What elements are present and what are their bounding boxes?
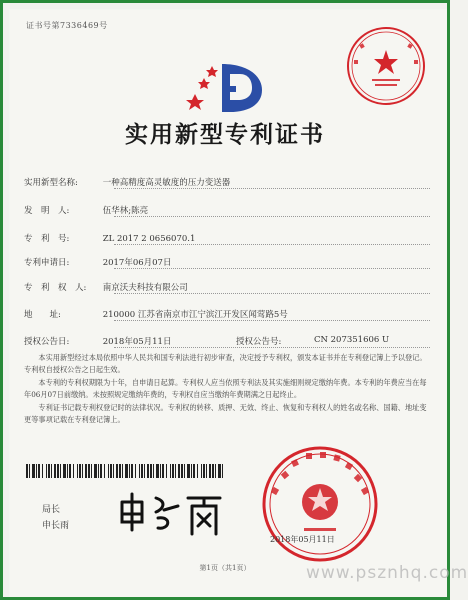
- issue-date: 2018年05月11日: [270, 535, 335, 544]
- field-label: 实用新型名称:: [24, 178, 78, 188]
- national-emblem-seal-icon: [260, 444, 380, 564]
- watermark-text: www.psznhq.com: [306, 563, 468, 583]
- field-row-application-date: [24, 256, 430, 270]
- pub-number-value: CN 207351606 U: [314, 335, 390, 345]
- body-paragraph: 本专利的专利权期限为十年，自申请日起算。专利权人应当依照专利法及其实施细则规定缴纳年费。本专利的年费应当在每年06月07日前缴纳。未按照规定缴纳年费的，专利权自应当缴纳年费期满之日起终止。: [24, 378, 427, 399]
- patent-office-logo-icon: [178, 60, 274, 118]
- page-number: 第1页（共1页）: [199, 564, 251, 572]
- certificate-body-text: [24, 352, 430, 427]
- field-row-patent-number: [24, 232, 430, 246]
- field-label: 专 利 号:: [24, 234, 70, 244]
- office-seal-icon: [344, 24, 428, 108]
- signature-title: 局长: [42, 505, 61, 515]
- signature-printed-name: 申长雨: [42, 521, 70, 531]
- field-value: 南京沃夫科技有限公司: [102, 283, 188, 293]
- field-label: 授权公告日:: [24, 337, 70, 347]
- handwritten-signature-icon: [112, 484, 232, 544]
- field-value: 2018年05月11日: [102, 337, 172, 347]
- pub-number-label: 授权公告号:: [236, 337, 282, 347]
- barcode-icon: [26, 464, 226, 478]
- field-row-inventor: [24, 204, 430, 218]
- field-label: 专利申请日:: [24, 258, 70, 268]
- field-label: 地 址:: [24, 310, 61, 320]
- field-row-patentee: [24, 281, 430, 295]
- body-paragraph: 专利证书记载专利权登记时的法律状况。专利权的转移、质押、无效、终止、恢复和专利权人的姓名或名称、国籍、地址变更等事项记载在专利登记簿上。: [24, 403, 427, 424]
- field-value: 210000 江苏省南京市江宁滨江开发区闻莺路5号: [102, 310, 288, 320]
- field-value: 伍华林;陈亮: [102, 206, 149, 216]
- field-row-address: [24, 308, 430, 322]
- body-paragraph: 本实用新型经过本局依照中华人民共和国专利法进行初步审查，决定授予专利权，颁发本证书并在专利登记簿上予以登记。专利权自授权公告之日起生效。: [24, 353, 427, 374]
- field-label: 专 利 权 人:: [24, 283, 87, 293]
- field-row-utility-model-name: [24, 176, 430, 190]
- field-value: 2017年06月07日: [102, 258, 172, 268]
- certificate-title: 实用新型专利证书: [125, 121, 325, 148]
- field-row-grant-date: [24, 335, 430, 349]
- field-value: ZL 2017 2 0656070.1: [102, 234, 196, 244]
- certificate-number: 证书号第7336469号: [26, 21, 108, 30]
- field-label: 发 明 人:: [24, 206, 70, 216]
- field-value: 一种高精度高灵敏度的压力变送器: [102, 178, 231, 188]
